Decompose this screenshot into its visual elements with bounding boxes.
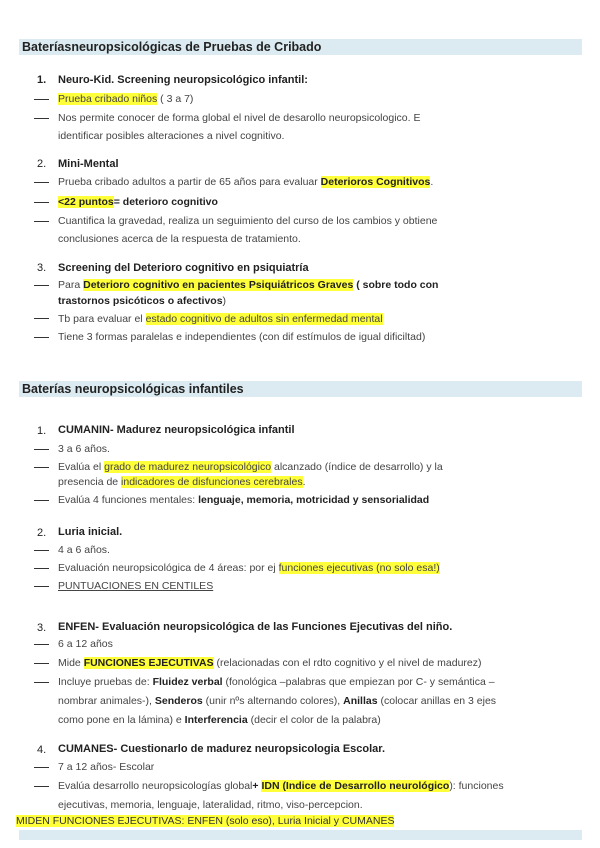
bullet-text-cont: conclusiones acerca de la respuesta de tratamiento. <box>58 233 301 245</box>
bullet-text: Para Deterioro cognitivo en pacientes Psiquiátricos Graves ( sobre todo con <box>58 279 439 291</box>
bullet-text: 7 a 12 años- Escolar <box>58 761 155 773</box>
bullet-dash <box>34 285 49 286</box>
bullet-text: Evalúa desarrollo neuropsicologías global+ IDN (Indice de Desarrollo neurológico): funciones <box>58 780 504 792</box>
bullet-dash <box>34 644 49 645</box>
bullet-text: Incluye pruebas de: Fluidez verbal (fonológica –palabras que empiezan por C- y semántica – <box>58 676 495 688</box>
bullet-text-cont: nombrar animales-), Senderos (unir nºs alternando colores), Anillas (colocar anillas en 3 ejes <box>58 695 497 707</box>
bullet-text: 3 a 6 años. <box>58 443 110 455</box>
bullet-text-cont: como pone en la lámina) e Interferencia (decir el color de la palabra) <box>58 714 381 726</box>
bullet-dash <box>34 118 49 119</box>
bullet-text: Tb para evaluar el estado cognitivo de adultos sin enfermedad mental <box>58 313 383 325</box>
bullet-dash <box>34 467 49 468</box>
bullet-dash <box>34 202 49 203</box>
item-number: 4. <box>37 744 47 756</box>
bullet-text: Prueba cribado adultos a partir de 65 años para evaluar Deterioros Cognitivos. <box>58 176 434 188</box>
bullet-text-cont: ejecutivas, memoria, lenguaje, lateralidad, ritmo, viso-percepcion. <box>58 799 363 811</box>
item-title: CUMANES- Cuestionarlo de madurez neuropsicologia Escolar. <box>58 743 386 755</box>
bottom-band <box>19 830 582 840</box>
bullet-text-cont: trastornos psicóticos o afectivos) <box>58 295 227 307</box>
bullet-dash <box>34 500 49 501</box>
bullet-text: <22 puntos= deterioro cognitivo <box>58 196 218 208</box>
item-title: Mini-Mental <box>58 158 119 170</box>
bullet-text: Tiene 3 formas paralelas e independientes (con dif estímulos de igual dificiltad) <box>58 331 426 343</box>
bullet-text: PUNTUACIONES EN CENTILES <box>58 580 214 592</box>
item-number: 3. <box>37 622 47 634</box>
bullet-text-cont: presencia de indicadores de disfunciones cerebrales. <box>58 476 306 488</box>
item-title: Screening del Deterioro cognitivo en psiquiatría <box>58 262 309 274</box>
bullet-text: 6 a 12 años <box>58 638 113 650</box>
item-number: 2. <box>37 527 47 539</box>
bullet-dash <box>34 337 49 338</box>
bullet-dash <box>34 568 49 569</box>
item-title: CUMANIN- Madurez neuropsicológica infantil <box>58 424 295 436</box>
bullet-dash <box>34 663 49 664</box>
item-number: 3. <box>37 262 47 274</box>
item-title: Luria inicial. <box>58 526 123 538</box>
summary-footer: MIDEN FUNCIONES EJECUTIVAS: ENFEN (solo eso), Luria Inicial y CUMANES <box>16 815 395 827</box>
bullet-text: Evaluación neuropsicológica de 4 áreas: por ej funciones ejecutivas (no solo esa!) <box>58 562 440 574</box>
bullet-dash <box>34 586 49 587</box>
item-title: Neuro-Kid. Screening neuropsicológico infantil: <box>58 74 308 86</box>
bullet-dash <box>34 449 49 450</box>
bullet-text: 4 a 6 años. <box>58 544 110 556</box>
bullet-text: Nos permite conocer de forma global el nivel de desarollo neuropsicologico. E <box>58 112 421 124</box>
item-title: ENFEN- Evaluación neuropsicológica de las Funciones Ejecutivas del niño. <box>58 621 453 633</box>
bullet-text-cont: identificar posibles alteraciones a nivel cognitivo. <box>58 130 285 142</box>
bullet-dash <box>34 182 49 183</box>
bullet-text: Prueba cribado niños ( 3 a 7) <box>58 93 194 105</box>
item-number: 1. <box>37 425 47 437</box>
bullet-dash <box>34 221 49 222</box>
bullet-dash <box>34 99 49 100</box>
bullet-text: Evalúa 4 funciones mentales: lenguaje, memoria, motricidad y sensorialidad <box>58 494 430 506</box>
bullet-dash <box>34 767 49 768</box>
bullet-text: Evalúa el grado de madurez neuropsicológico alcanzado (índice de desarrollo) y la <box>58 461 443 473</box>
bullet-dash <box>34 682 49 683</box>
section-title: Bateríasneuropsicológicas de Pruebas de Cribado <box>22 40 322 54</box>
item-number: 1. <box>37 74 47 86</box>
bullet-dash <box>34 318 49 319</box>
bullet-dash <box>34 550 49 551</box>
item-number: 2. <box>37 158 47 170</box>
bullet-text: Mide FUNCIONES EJECUTIVAS (relacionadas con el rdto cognitivo y el nivel de madurez) <box>58 657 482 669</box>
bullet-text: Cuantifica la gravedad, realiza un seguimiento del curso de los cambios y obtiene <box>58 215 438 227</box>
bullet-dash <box>34 786 49 787</box>
section-title: Baterías neuropsicológicas infantiles <box>22 382 244 396</box>
